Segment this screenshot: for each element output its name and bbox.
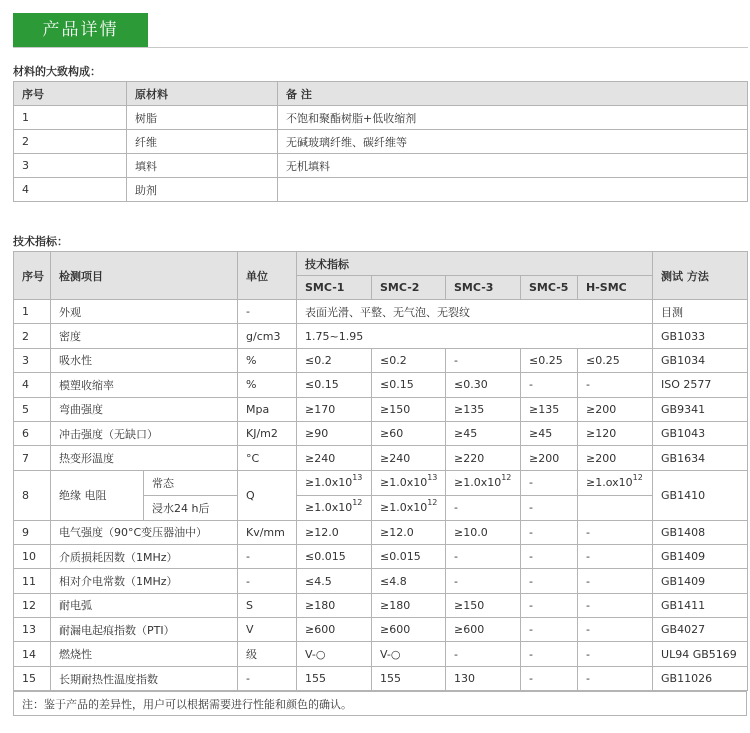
spec-item: 燃烧性 <box>51 642 238 666</box>
materials-cell-no: 3 <box>14 154 127 178</box>
grade-h-smc: H-SMC <box>578 276 653 300</box>
spec-value-smc-3: ≥10.0 <box>446 520 521 544</box>
spec-method: 目测 <box>653 300 748 324</box>
spec-item: 模塑收缩率 <box>51 373 238 397</box>
spec-item: 密度 <box>51 324 238 348</box>
spec-method: GB1033 <box>653 324 748 348</box>
spec-value-smc-3: ≥220 <box>446 446 521 470</box>
spec-value-h-smc: ≥200 <box>578 397 653 421</box>
materials-section-label: 材料的大致构成： <box>13 65 101 78</box>
table-row <box>14 569 748 593</box>
spec-method: UL94 GB5169 <box>653 642 748 666</box>
spec-no: 8 <box>14 470 51 520</box>
spec-value-smc-1: ≥12.0 <box>297 520 372 544</box>
spec-value-h-smc: - <box>578 593 653 617</box>
value-exponent: 12 <box>427 498 438 508</box>
spec-value-h-smc <box>578 495 653 520</box>
spec-value-smc-1: V-○ <box>297 642 372 666</box>
materials-cell-no: 1 <box>14 106 127 130</box>
spec-item: 热变形温度 <box>51 446 238 470</box>
spec-unit: Kv/mm <box>238 520 297 544</box>
table-row <box>14 666 748 690</box>
spec-value-smc-5: - <box>521 569 578 593</box>
spec-item: 耐漏电起痕指数（PTI） <box>51 618 238 642</box>
spec-value-h-smc <box>578 470 653 495</box>
spec-item: 耐电弧 <box>51 593 238 617</box>
spec-value-smc-1: ≤0.015 <box>297 544 372 568</box>
materials-cell-remark: 无碱玻璃纤维、碳纤维等 <box>278 130 748 154</box>
materials-cell-material: 助剂 <box>127 178 278 202</box>
spec-no: 12 <box>14 593 51 617</box>
spec-value-h-smc: ≥120 <box>578 421 653 445</box>
spec-item: 相对介电常数（1MHz） <box>51 569 238 593</box>
specs-col-method: 测试 方法 <box>653 252 748 300</box>
materials-col-no: 序号 <box>14 82 127 106</box>
spec-value-h-smc: - <box>578 544 653 568</box>
table-row <box>14 373 748 397</box>
table-row <box>14 106 748 130</box>
materials-col-material: 原材料 <box>127 82 278 106</box>
spec-value-smc-1: ≤0.15 <box>297 373 372 397</box>
spec-value-smc-2: ≥150 <box>372 397 446 421</box>
spec-item: 长期耐热性温度指数 <box>51 666 238 690</box>
table-row <box>14 324 748 348</box>
spec-value-smc-1: ≤0.2 <box>297 348 372 372</box>
spec-no: 9 <box>14 520 51 544</box>
spec-value-smc-2: ≥60 <box>372 421 446 445</box>
spec-value-merged: 1.75~1.95 <box>297 324 653 348</box>
value-base: ≥1.0x10 <box>380 476 428 490</box>
value-base: ≥1.ox10 <box>586 476 633 490</box>
materials-cell-remark: 不饱和聚酯树脂+低收缩剂 <box>278 106 748 130</box>
value-exponent: 12 <box>501 473 512 483</box>
spec-value-h-smc: - <box>578 373 653 397</box>
value-base: - <box>529 476 533 490</box>
spec-value-smc-2: ≤0.15 <box>372 373 446 397</box>
spec-value-smc-1: ≥180 <box>297 593 372 617</box>
spec-no: 10 <box>14 544 51 568</box>
spec-method: ISO 2577 <box>653 373 748 397</box>
spec-value-smc-5: - <box>521 520 578 544</box>
spec-method: GB1409 <box>653 569 748 593</box>
spec-value-smc-1 <box>297 470 372 495</box>
spec-value-h-smc: ≥200 <box>578 446 653 470</box>
spec-value-smc-5: ≥200 <box>521 446 578 470</box>
spec-unit: KJ/m2 <box>238 421 297 445</box>
spec-unit: Mpa <box>238 397 297 421</box>
spec-value-smc-2: ≤0.015 <box>372 544 446 568</box>
spec-method: GB1411 <box>653 593 748 617</box>
spec-unit: % <box>238 348 297 372</box>
spec-value-smc-5: - <box>521 618 578 642</box>
spec-item: 冲击强度（无缺口） <box>51 421 238 445</box>
spec-value-smc-3: ≥45 <box>446 421 521 445</box>
spec-method: GB1043 <box>653 421 748 445</box>
footnote: 注：鉴于产品的差异性，用户可以根据需要进行性能和颜色的确认。 <box>13 691 747 716</box>
materials-cell-material: 填料 <box>127 154 278 178</box>
grade-smc-2: SMC-2 <box>372 276 446 300</box>
table-row <box>14 397 748 421</box>
table-row <box>14 446 748 470</box>
title-bar <box>13 13 748 48</box>
spec-value-smc-5: - <box>521 593 578 617</box>
spec-value-smc-3: ≥150 <box>446 593 521 617</box>
spec-value-smc-2: ≤0.2 <box>372 348 446 372</box>
spec-value-smc-3: - <box>446 642 521 666</box>
spec-unit: - <box>238 666 297 690</box>
spec-value-smc-2: ≤4.8 <box>372 569 446 593</box>
spec-method: GB4027 <box>653 618 748 642</box>
spec-item: 介质损耗因数（1MHz） <box>51 544 238 568</box>
value-base: ≥1.0x10 <box>305 476 353 490</box>
spec-unit: Q <box>238 470 297 520</box>
specs-header-row <box>14 252 748 276</box>
spec-value-smc-3: ≥600 <box>446 618 521 642</box>
spec-value-smc-2 <box>372 495 446 520</box>
spec-no: 14 <box>14 642 51 666</box>
spec-value-smc-3: ≥135 <box>446 397 521 421</box>
grade-smc-3: SMC-3 <box>446 276 521 300</box>
spec-value-smc-2: ≥180 <box>372 593 446 617</box>
spec-method: GB1034 <box>653 348 748 372</box>
materials-cell-no: 2 <box>14 130 127 154</box>
spec-value-smc-5: ≥45 <box>521 421 578 445</box>
spec-no: 6 <box>14 421 51 445</box>
value-exponent: 12 <box>352 498 363 508</box>
spec-item <box>51 470 238 520</box>
spec-no: 13 <box>14 618 51 642</box>
spec-value-smc-1: ≤4.5 <box>297 569 372 593</box>
spec-unit: S <box>238 593 297 617</box>
spec-no: 3 <box>14 348 51 372</box>
spec-value-smc-3 <box>446 495 521 520</box>
spec-item: 外观 <box>51 300 238 324</box>
table-row <box>14 544 748 568</box>
spec-value-smc-2: ≥240 <box>372 446 446 470</box>
spec-unit: 级 <box>238 642 297 666</box>
spec-value-smc-3 <box>446 470 521 495</box>
sub-normal-label: 常态 <box>144 471 237 496</box>
table-row <box>14 421 748 445</box>
table-row <box>14 154 748 178</box>
spec-value-h-smc: - <box>578 666 653 690</box>
spec-no: 15 <box>14 666 51 690</box>
spec-value-smc-1 <box>297 495 372 520</box>
spec-value-smc-1: ≥600 <box>297 618 372 642</box>
spec-unit: - <box>238 544 297 568</box>
spec-value-smc-2: ≥12.0 <box>372 520 446 544</box>
value-exponent: 13 <box>427 473 438 483</box>
grade-smc-1: SMC-1 <box>297 276 372 300</box>
spec-value-smc-3: - <box>446 569 521 593</box>
value-base: - <box>454 501 458 515</box>
spec-value-smc-3: 130 <box>446 666 521 690</box>
spec-value-smc-1: ≥90 <box>297 421 372 445</box>
spec-method: GB1409 <box>653 544 748 568</box>
specs-col-no: 序号 <box>14 252 51 300</box>
spec-value-smc-5 <box>521 495 578 520</box>
table-row <box>14 300 748 324</box>
table-row <box>14 520 748 544</box>
spec-item: 吸水性 <box>51 348 238 372</box>
spec-unit: V <box>238 618 297 642</box>
value-base: ≥1.0x10 <box>305 501 353 515</box>
spec-unit: g/cm3 <box>238 324 297 348</box>
spec-value-smc-5: - <box>521 544 578 568</box>
spec-value-smc-3: - <box>446 544 521 568</box>
spec-method: GB9341 <box>653 397 748 421</box>
spec-value-smc-2: ≥600 <box>372 618 446 642</box>
table-row <box>14 618 748 642</box>
spec-unit: - <box>238 300 297 324</box>
value-base: ≥1.0x10 <box>380 501 428 515</box>
materials-cell-material: 树脂 <box>127 106 278 130</box>
spec-method: GB1408 <box>653 520 748 544</box>
materials-cell-no: 4 <box>14 178 127 202</box>
spec-value-smc-5: ≥135 <box>521 397 578 421</box>
specs-col-item: 检测项目 <box>51 252 238 300</box>
spec-no: 5 <box>14 397 51 421</box>
spec-value-smc-3: ≤0.30 <box>446 373 521 397</box>
spec-no: 7 <box>14 446 51 470</box>
materials-cell-remark: 无机填料 <box>278 154 748 178</box>
spec-value-h-smc: - <box>578 642 653 666</box>
spec-value-smc-5: ≤0.25 <box>521 348 578 372</box>
grade-smc-5: SMC-5 <box>521 276 578 300</box>
value-base: - <box>529 501 533 515</box>
table-row <box>14 470 748 495</box>
materials-col-remark: 备 注 <box>278 82 748 106</box>
spec-value-smc-1: ≥240 <box>297 446 372 470</box>
spec-no: 11 <box>14 569 51 593</box>
spec-method: GB1634 <box>653 446 748 470</box>
spec-unit: - <box>238 569 297 593</box>
spec-value-h-smc: - <box>578 618 653 642</box>
materials-cell-material: 纤维 <box>127 130 278 154</box>
spec-item: 电气强度（90°C变压器油中） <box>51 520 238 544</box>
spec-method: GB1410 <box>653 470 748 520</box>
spec-method: GB11026 <box>653 666 748 690</box>
specs-table <box>13 251 748 691</box>
table-row <box>14 130 748 154</box>
spec-unit: % <box>238 373 297 397</box>
spec-value-smc-5: - <box>521 642 578 666</box>
spec-value-smc-5: - <box>521 666 578 690</box>
spec-value-h-smc: - <box>578 569 653 593</box>
specs-col-group: 技术指标 <box>297 252 653 276</box>
spec-value-smc-5: - <box>521 373 578 397</box>
table-row <box>14 348 748 372</box>
table-row <box>14 593 748 617</box>
spec-value-smc-1: ≥170 <box>297 397 372 421</box>
materials-cell-remark <box>278 178 748 202</box>
spec-value-smc-3: - <box>446 348 521 372</box>
spec-no: 4 <box>14 373 51 397</box>
materials-table <box>13 81 748 202</box>
spec-value-smc-5 <box>521 470 578 495</box>
spec-value-smc-2: 155 <box>372 666 446 690</box>
specs-col-unit: 单位 <box>238 252 297 300</box>
table-row <box>14 642 748 666</box>
spec-value-smc-2: V-○ <box>372 642 446 666</box>
spec-unit: °C <box>238 446 297 470</box>
specs-section-label: 技术指标： <box>13 235 68 248</box>
table-row <box>14 178 748 202</box>
spec-value-h-smc: - <box>578 520 653 544</box>
value-exponent: 12 <box>632 473 643 483</box>
spec-value-h-smc: ≤0.25 <box>578 348 653 372</box>
spec-value-smc-1: 155 <box>297 666 372 690</box>
spec-value-smc-2 <box>372 470 446 495</box>
page-title: 产品详情 <box>13 13 148 47</box>
spec-no: 1 <box>14 300 51 324</box>
spec-value-merged: 表面光滑、平整、无气泡、无裂纹 <box>297 300 653 324</box>
materials-header-row <box>14 82 748 106</box>
value-exponent: 13 <box>352 473 363 483</box>
spec-item: 弯曲强度 <box>51 397 238 421</box>
spec-no: 2 <box>14 324 51 348</box>
insulation-resistance-label: 绝缘 电阻 <box>51 471 144 520</box>
value-base: ≥1.0x10 <box>454 476 502 490</box>
sub-water-label: 浸水24 h后 <box>152 501 210 515</box>
